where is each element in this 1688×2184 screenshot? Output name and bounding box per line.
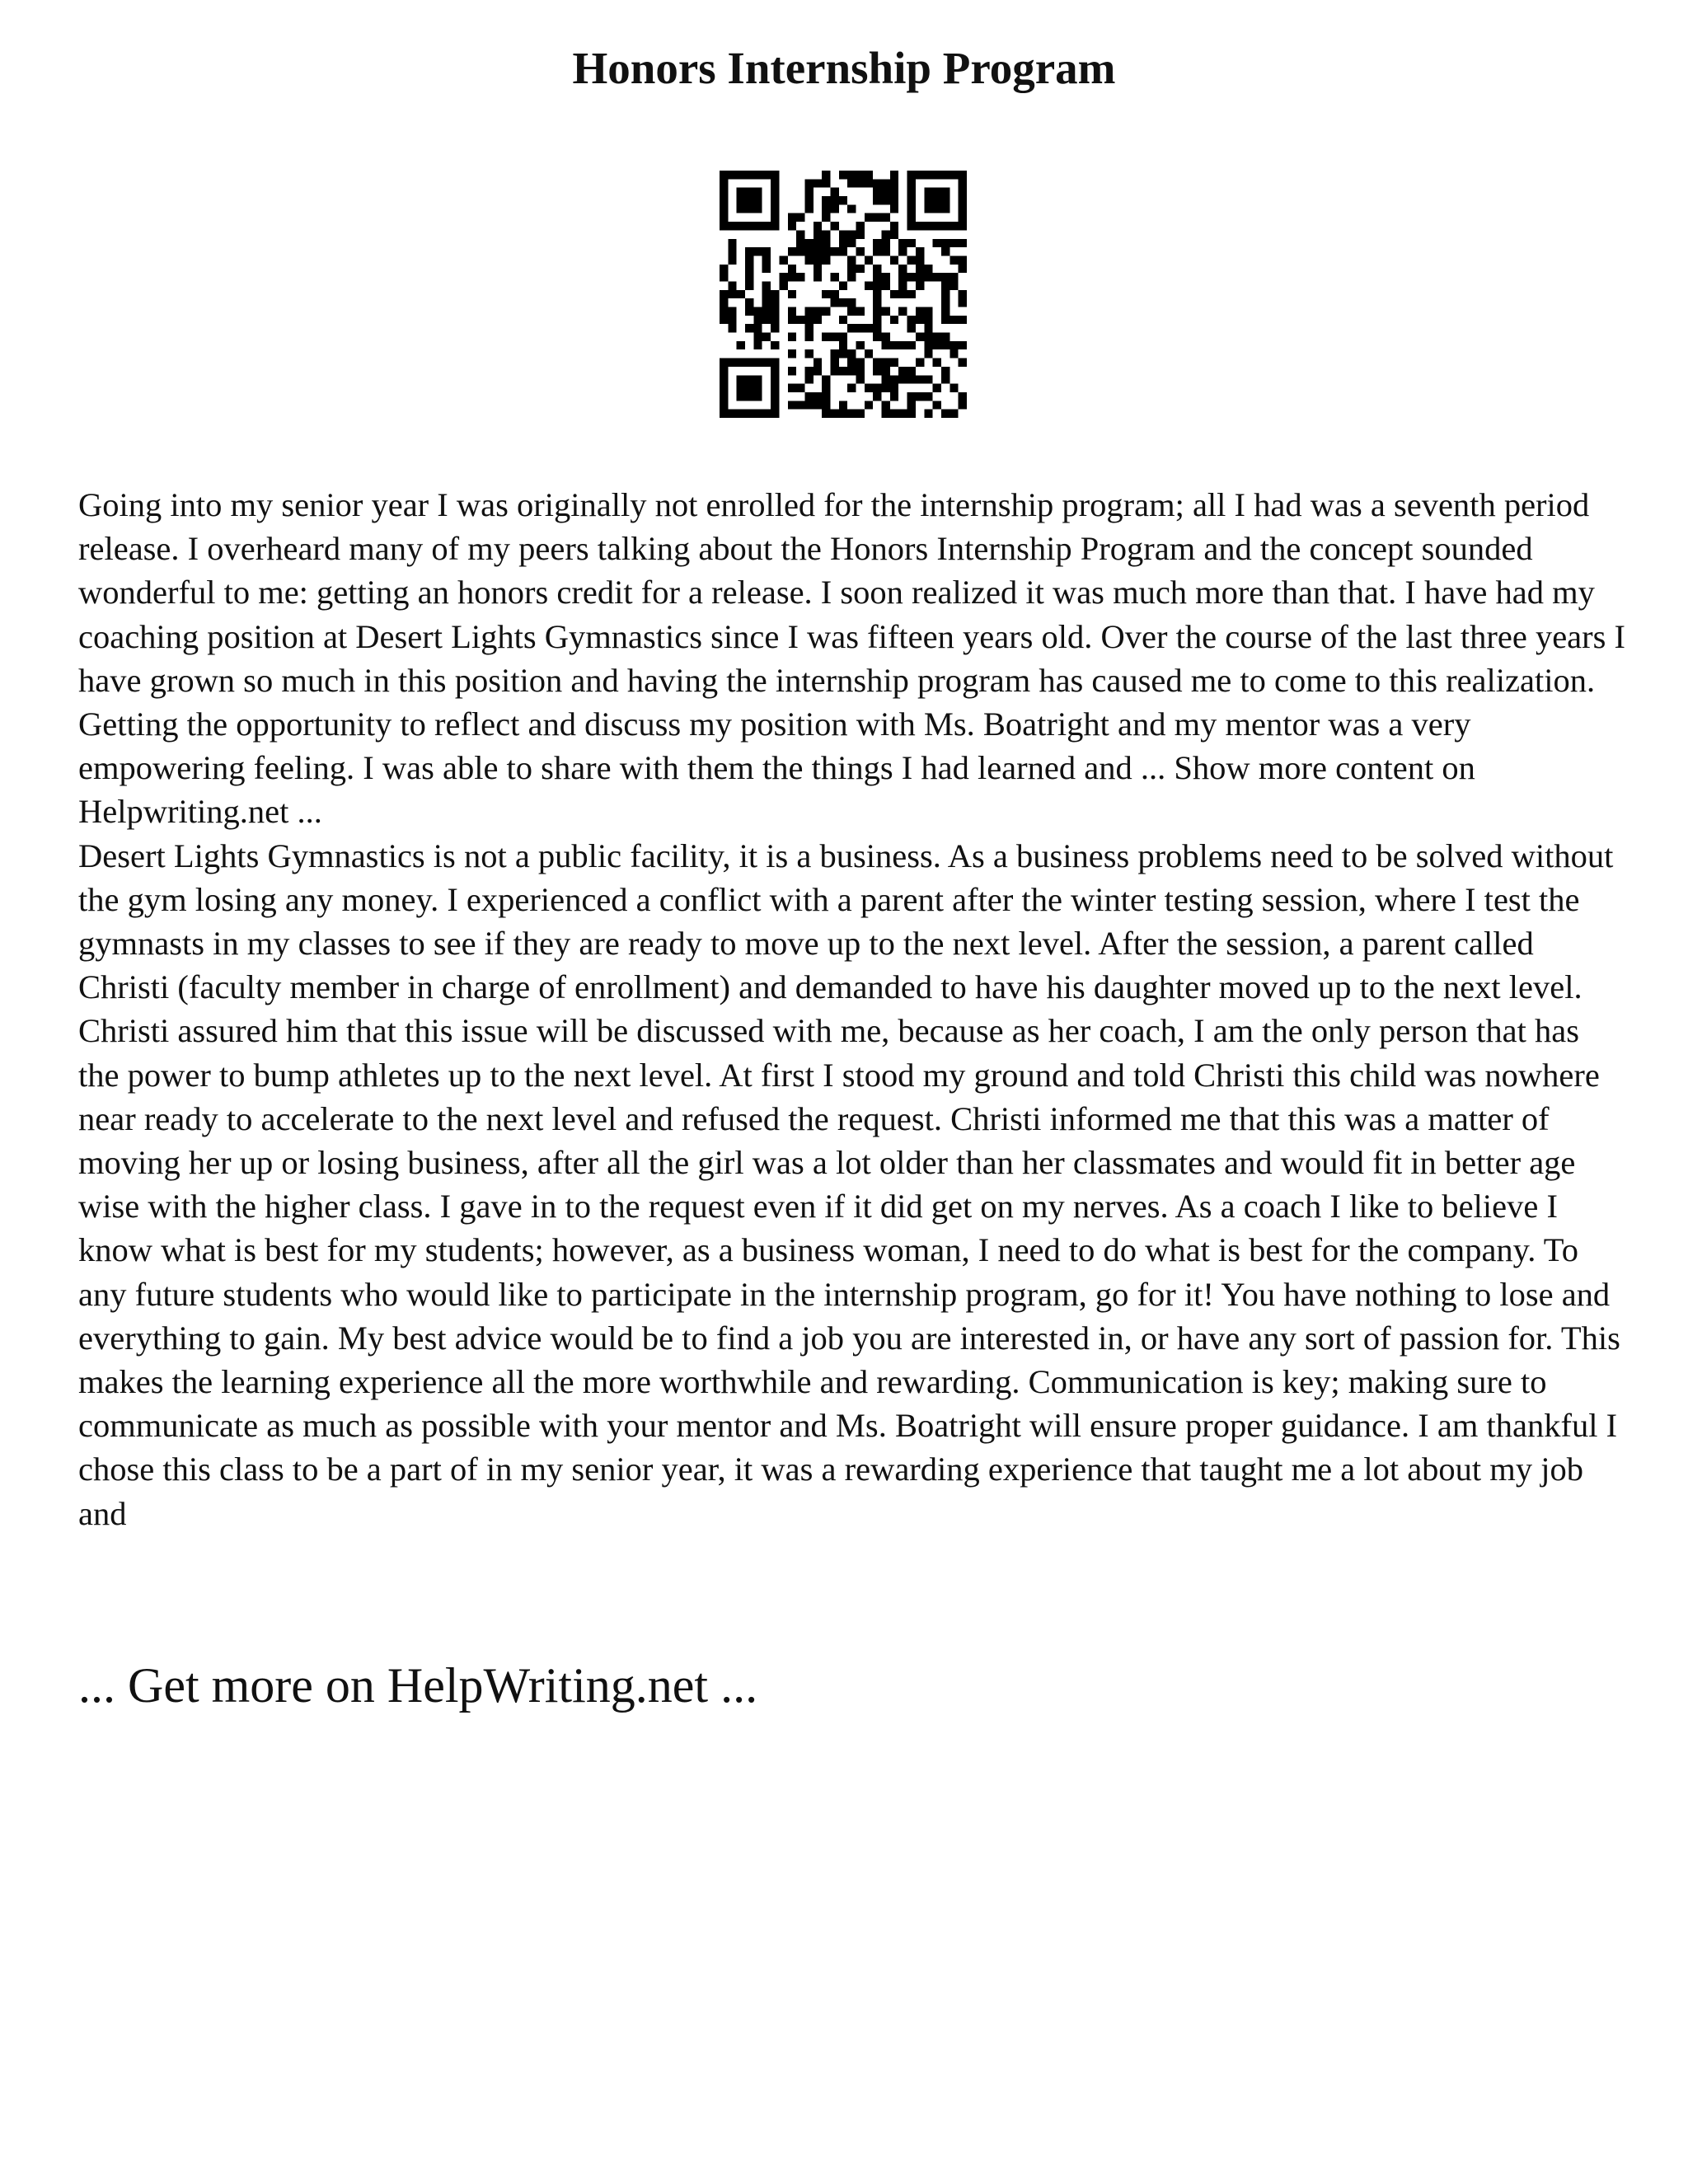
qr-code-icon [720, 171, 967, 418]
paragraph: Going into my senior year I was originally not enrolled for the internship program; all I had was a seventh period release. I overheard many of my peers talking about the Honors Internship Program and the concept sounded wonderful to me: getting an honors credit for a release. I soon realized it was much more than that. I have had my coaching position at Desert Lights Gymnastics since I was fifteen years old. Over the course of the last three years I have grown so much in this position and having the internship program has caused me to come to this realization. Getting the opportunity to reflect and discuss my position with Ms. Boatright and my mentor was a very empowering feeling. I was able to share with them the things I had learned and ... Show more content on Helpwriting.net ... [78, 486, 1626, 831]
paragraph: Desert Lights Gymnastics is not a public facility, it is a business. As a business problems need to be solved without the gym losing any money. I experienced a conflict with a parent after the winter testing session, where I test the gymnasts in my classes to see if they are ready to move up to the next level. After the session, a parent called Christi (faculty member in charge of enrollment) and demanded to have his daughter moved up to the next level. Christi assured him that this issue will be discussed with me, because as her coach, I am the only person that has the power to bump athletes up to the next level. At first I stood my ground and told Christi this child was nowhere near ready to accelerate to the next level and refused the request. Christi informed me that this was a matter of moving her up or losing business, after all the girl was a lot older than her classmates and would fit in better age wise with the higher class. I gave in to the request even if it did get on my nerves. As a coach I like to believe I know what is best for my students; however, as a business woman, I need to do what is best for the company. To any future students who would like to participate in the internship program, go for it! You have nothing to lose and everything to gain. My best advice would be to find a job you are interested in, or have any sort of passion for. This makes the learning experience all the more worthwhile and rewarding. Communication is key; making sure to communicate as much as possible with your mentor and Ms. Boatright will ensure proper guidance. I am thankful I chose this class to be a part of in my senior year, it was a rewarding experience that taught me a lot about my job and [78, 837, 1620, 1532]
essay-body [78, 483, 1628, 1535]
get-more-link[interactable]: ... Get more on HelpWriting.net ... [78, 1658, 758, 1713]
page-title: Honors Internship Program [572, 43, 1116, 93]
qr-code-graphic [720, 171, 967, 418]
